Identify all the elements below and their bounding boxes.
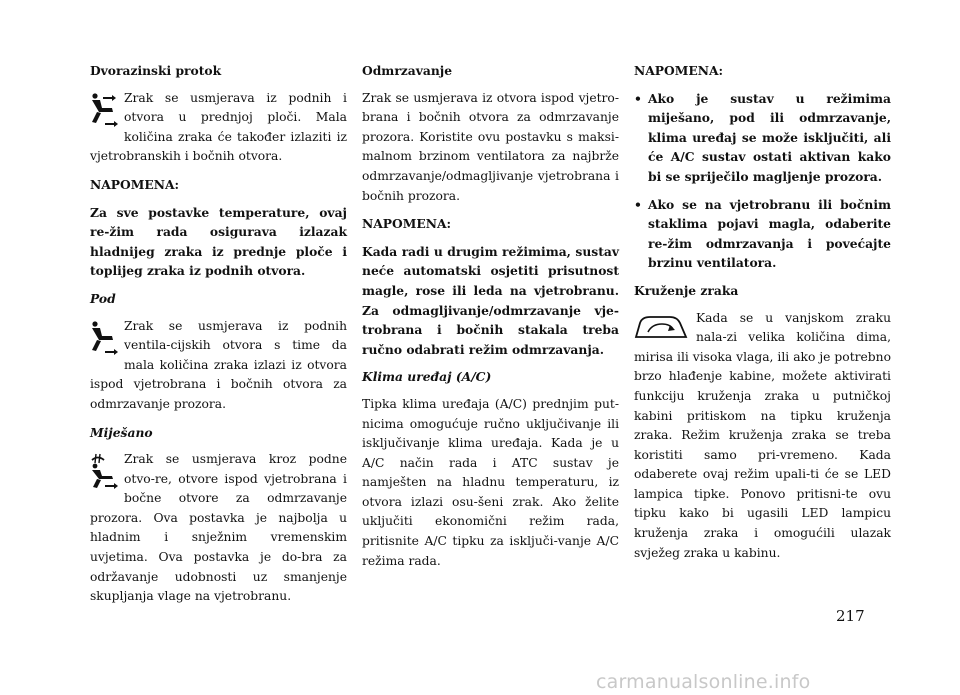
watermark: carmanualsonline.info xyxy=(596,671,811,693)
column-right xyxy=(634,61,891,571)
recirculation-icon xyxy=(630,309,690,347)
column-middle xyxy=(362,61,619,579)
note-text: Za sve postavke temperature, ovaj re-žim rada osigurava izlazak hladnijeg zraka iz prednje ploče i toplijeg zraka iz podnih otvora. xyxy=(90,204,347,279)
section-title-bilevel: Dvorazinski protok xyxy=(90,63,222,78)
mix-text: Zrak se usmjerava kroz podne otvo-re, otvore ispod vjetrobrana i bočne otvore za odmrzavanje prozora. Ova postavka je najbolja u hladnim i snježnim vremenskim uvjetima. Ova postavka je do-bra za održavanje udobnosti uz smanjenje skupljanja vlage na vjetrobranu. xyxy=(90,452,347,604)
note-text: Kada radi u drugim režimima, sustav neće automatski osjetiti prisutnost magle, rose ili leda na vjetrobranu. Za odmagljivanje/odmrzavanje vje-trobrana i bočnih stakala treba ručno odabrati režim odmrzavanja. xyxy=(362,243,619,357)
section-title-mix: Miješano xyxy=(90,424,153,440)
bilevel-paragraph xyxy=(90,89,347,167)
floor-text: Zrak se usmjerava iz podnih ventila-cijskih otvora s time da mala količina zraka izlazi iz otvora ispod vjetrobrana i bočnih otvora za odmrzavanje prozora. xyxy=(90,318,347,411)
recirculation-paragraph xyxy=(634,309,891,564)
floor-airflow-icon xyxy=(88,319,121,357)
ac-text: Tipka klima uređaja (A/C) prednjim put-nicima omogućuje ručno uključivanje ili isključivanje klima uređaja. Kada je u A/C način rada i ATC sustav je namješten na hladnu temperaturu, iz otvora izlazi osu-šeni zrak. Ako želite uključiti ekonomični režim rada, pritisnite A/C tipku za isključi-vanje A/C režima rada. xyxy=(362,396,619,568)
section-title-defrost: Odmrzavanje xyxy=(362,63,453,78)
section-title-recirculation: Kruženje zraka xyxy=(634,282,739,298)
recirculation-text: Kada se u vanjskom zraku nala-zi velika količina dima, mirisa ili visoka vlaga, ili ako je potrebno brzo hlađenje kabine, možete aktivirati funkciju kruženja zraka u putničkoj kabini pritiskom na tipku kruženja zraka. Režim kruženja zraka se treba koristiti samo pri-vremeno. Kada odaberete ovaj režim upali-ti će se LED lampica tipke. Ponovo pritisni-te ovu tipku kako bi ugasili LED lampicu kruženja zraka i omogućili ulazak svježeg zraka u kabinu. xyxy=(634,310,891,560)
note-label: NAPOMENA: xyxy=(362,216,452,232)
note-bullet: • Ako je sustav u režimima miješano, pod ili odmrzavanje, klima uređaj se može isključiti, ali će A/C sustav ostati aktivan kako bi se spriječilo magljenje prozora. xyxy=(634,89,891,187)
page-number: 217 xyxy=(836,607,865,625)
note-bullet-list xyxy=(634,89,891,273)
defrost-text: Zrak se usmjerava iz otvora ispod vjetro-brana i bočnih otvora za odmrzavanje prozora. Koristite ovu postavku s maksi-malnom brzinom ventilatora za najbrže odmrzavanje/odmagljivanje vjetrobrana i bočnih prozora. xyxy=(362,90,619,203)
mix-airflow-icon xyxy=(88,452,121,490)
note-label: NAPOMENA: xyxy=(90,176,180,192)
bilevel-airflow-icon xyxy=(88,91,121,129)
section-title-floor: Pod xyxy=(90,290,116,306)
floor-paragraph xyxy=(90,317,347,415)
mix-paragraph xyxy=(90,450,347,607)
note-bullet: • Ako se na vjetrobranu ili bočnim staklima pojavi magla, odaberite re-žim odmrzavanja i povećajte brzinu ventilatora. xyxy=(634,195,891,273)
bilevel-text: Zrak se usmjerava iz podnih i otvora u prednjoj ploči. Mala količina zraka će također izlaziti iz vjetrobranskih i bočnih otvora. xyxy=(90,90,347,164)
note-label: NAPOMENA: xyxy=(634,63,724,78)
column-left xyxy=(90,61,347,615)
section-title-ac: Klima uređaj (A/C) xyxy=(362,369,492,385)
